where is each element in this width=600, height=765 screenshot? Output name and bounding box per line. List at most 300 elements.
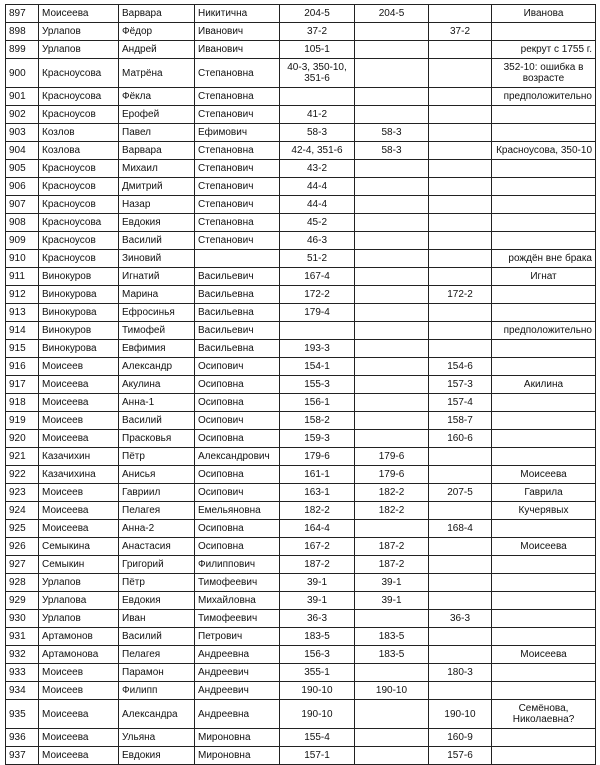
- surname-cell: Урлапов: [39, 610, 119, 628]
- patronymic-cell: Ефимович: [195, 124, 280, 142]
- row-number: 937: [6, 747, 39, 765]
- surname-cell: Артамонов: [39, 628, 119, 646]
- source-ref-2-cell: 187-2: [355, 556, 429, 574]
- note-cell: Кучерявых: [492, 502, 596, 520]
- note-cell: [492, 178, 596, 196]
- source-ref-3-cell: [429, 5, 492, 23]
- surname-cell: Моисеев: [39, 682, 119, 700]
- row-number: 930: [6, 610, 39, 628]
- source-ref-1-cell: 45-2: [280, 214, 355, 232]
- first-name-cell: Дмитрий: [119, 178, 195, 196]
- source-ref-1-cell: 164-4: [280, 520, 355, 538]
- note-cell: [492, 124, 596, 142]
- first-name-cell: Пелагея: [119, 502, 195, 520]
- first-name-cell: Андрей: [119, 41, 195, 59]
- first-name-cell: Василий: [119, 412, 195, 430]
- source-ref-2-cell: [355, 268, 429, 286]
- row-number: 927: [6, 556, 39, 574]
- patronymic-cell: Степановна: [195, 59, 280, 88]
- source-ref-1-cell: 46-3: [280, 232, 355, 250]
- first-name-cell: Варвара: [119, 142, 195, 160]
- source-ref-2-cell: 190-10: [355, 682, 429, 700]
- source-ref-3-cell: 157-3: [429, 376, 492, 394]
- source-ref-1-cell: 41-2: [280, 106, 355, 124]
- patronymic-cell: Васильевич: [195, 322, 280, 340]
- source-ref-3-cell: [429, 250, 492, 268]
- first-name-cell: Назар: [119, 196, 195, 214]
- row-number: 935: [6, 700, 39, 729]
- first-name-cell: Евдокия: [119, 747, 195, 765]
- row-number: 911: [6, 268, 39, 286]
- row-number: 922: [6, 466, 39, 484]
- source-ref-1-cell: 42-4, 351-6: [280, 142, 355, 160]
- first-name-cell: Евфимия: [119, 340, 195, 358]
- row-number: 905: [6, 160, 39, 178]
- note-cell: [492, 286, 596, 304]
- row-number: 910: [6, 250, 39, 268]
- table-row: [6, 376, 596, 394]
- row-number: 907: [6, 196, 39, 214]
- row-number: 915: [6, 340, 39, 358]
- source-ref-2-cell: [355, 376, 429, 394]
- surname-cell: Красноусова: [39, 88, 119, 106]
- patronymic-cell: Осиповна: [195, 520, 280, 538]
- surname-cell: Казачихин: [39, 448, 119, 466]
- source-ref-2-cell: 58-3: [355, 124, 429, 142]
- source-ref-2-cell: [355, 196, 429, 214]
- surname-cell: Моисеева: [39, 520, 119, 538]
- note-cell: рождён вне брака: [492, 250, 596, 268]
- surname-cell: Красноусова: [39, 214, 119, 232]
- note-cell: [492, 448, 596, 466]
- source-ref-3-cell: [429, 160, 492, 178]
- source-ref-1-cell: 155-4: [280, 729, 355, 747]
- table-row: [6, 484, 596, 502]
- source-ref-3-cell: [429, 124, 492, 142]
- table-row: [6, 59, 596, 88]
- source-ref-1-cell: 105-1: [280, 41, 355, 59]
- surname-cell: Моисеева: [39, 430, 119, 448]
- surname-cell: Урлапова: [39, 592, 119, 610]
- note-cell: [492, 340, 596, 358]
- surname-cell: Красноусова: [39, 59, 119, 88]
- source-ref-1-cell: 156-1: [280, 394, 355, 412]
- source-ref-1-cell: [280, 322, 355, 340]
- surname-cell: Винокуров: [39, 322, 119, 340]
- table-row: [6, 322, 596, 340]
- first-name-cell: Анна-2: [119, 520, 195, 538]
- source-ref-2-cell: 39-1: [355, 592, 429, 610]
- note-cell: [492, 196, 596, 214]
- note-cell: [492, 214, 596, 232]
- source-ref-2-cell: 187-2: [355, 538, 429, 556]
- row-number: 926: [6, 538, 39, 556]
- surname-cell: Моисеев: [39, 412, 119, 430]
- source-ref-3-cell: 37-2: [429, 23, 492, 41]
- source-ref-2-cell: 179-6: [355, 448, 429, 466]
- source-ref-3-cell: [429, 232, 492, 250]
- source-ref-3-cell: 168-4: [429, 520, 492, 538]
- note-cell: [492, 556, 596, 574]
- source-ref-3-cell: [429, 142, 492, 160]
- patronymic-cell: Мироновна: [195, 747, 280, 765]
- source-ref-2-cell: [355, 250, 429, 268]
- patronymic-cell: Васильевна: [195, 286, 280, 304]
- patronymic-cell: Иванович: [195, 41, 280, 59]
- row-number: 918: [6, 394, 39, 412]
- surname-cell: Моисеева: [39, 747, 119, 765]
- patronymic-cell: Васильевна: [195, 304, 280, 322]
- patronymic-cell: Андреевна: [195, 646, 280, 664]
- table-row: [6, 574, 596, 592]
- source-ref-2-cell: 183-5: [355, 646, 429, 664]
- source-ref-1-cell: 179-6: [280, 448, 355, 466]
- note-cell: Моисеева: [492, 646, 596, 664]
- source-ref-1-cell: 167-4: [280, 268, 355, 286]
- patronymic-cell: Осиповна: [195, 394, 280, 412]
- first-name-cell: Евдокия: [119, 214, 195, 232]
- surname-cell: Козлов: [39, 124, 119, 142]
- source-ref-2-cell: 58-3: [355, 142, 429, 160]
- first-name-cell: Акулина: [119, 376, 195, 394]
- source-ref-1-cell: 179-4: [280, 304, 355, 322]
- source-ref-1-cell: 157-1: [280, 747, 355, 765]
- table-row: [6, 88, 596, 106]
- source-ref-3-cell: 160-9: [429, 729, 492, 747]
- row-number: 903: [6, 124, 39, 142]
- note-cell: [492, 160, 596, 178]
- row-number: 909: [6, 232, 39, 250]
- table-row: [6, 430, 596, 448]
- table-row: [6, 664, 596, 682]
- row-number: 931: [6, 628, 39, 646]
- first-name-cell: Зиновий: [119, 250, 195, 268]
- first-name-cell: Фёдор: [119, 23, 195, 41]
- note-cell: [492, 394, 596, 412]
- source-ref-2-cell: [355, 430, 429, 448]
- first-name-cell: Ефросинья: [119, 304, 195, 322]
- row-number: 920: [6, 430, 39, 448]
- row-number: 928: [6, 574, 39, 592]
- source-ref-2-cell: [355, 412, 429, 430]
- source-ref-3-cell: [429, 574, 492, 592]
- source-ref-3-cell: 190-10: [429, 700, 492, 729]
- source-ref-1-cell: 51-2: [280, 250, 355, 268]
- source-ref-1-cell: 167-2: [280, 538, 355, 556]
- first-name-cell: Марина: [119, 286, 195, 304]
- note-cell: Игнат: [492, 268, 596, 286]
- source-ref-2-cell: [355, 322, 429, 340]
- first-name-cell: Филипп: [119, 682, 195, 700]
- patronymic-cell: Емельяновна: [195, 502, 280, 520]
- source-ref-3-cell: 157-4: [429, 394, 492, 412]
- table-row: [6, 340, 596, 358]
- source-ref-3-cell: [429, 592, 492, 610]
- table-row: [6, 124, 596, 142]
- row-number: 906: [6, 178, 39, 196]
- table-row: [6, 286, 596, 304]
- surname-cell: Красноусов: [39, 178, 119, 196]
- patronymic-cell: Иванович: [195, 23, 280, 41]
- surname-cell: Моисеева: [39, 5, 119, 23]
- patronymic-cell: Андреевич: [195, 664, 280, 682]
- source-ref-1-cell: 193-3: [280, 340, 355, 358]
- source-ref-1-cell: [280, 88, 355, 106]
- row-number: 919: [6, 412, 39, 430]
- patronymic-cell: Осипович: [195, 484, 280, 502]
- patronymic-cell: Степановна: [195, 214, 280, 232]
- source-ref-3-cell: [429, 178, 492, 196]
- source-ref-1-cell: 172-2: [280, 286, 355, 304]
- source-ref-2-cell: [355, 41, 429, 59]
- source-ref-1-cell: 158-2: [280, 412, 355, 430]
- row-number: 921: [6, 448, 39, 466]
- source-ref-1-cell: 154-1: [280, 358, 355, 376]
- source-ref-1-cell: 39-1: [280, 574, 355, 592]
- source-ref-1-cell: 39-1: [280, 592, 355, 610]
- table-row: [6, 5, 596, 23]
- source-ref-2-cell: [355, 232, 429, 250]
- surname-cell: Моисеев: [39, 358, 119, 376]
- row-number: 902: [6, 106, 39, 124]
- source-ref-2-cell: [355, 520, 429, 538]
- first-name-cell: Александра: [119, 700, 195, 729]
- table-body: [6, 5, 596, 765]
- patronymic-cell: Васильевна: [195, 340, 280, 358]
- source-ref-2-cell: 179-6: [355, 466, 429, 484]
- surname-cell: Моисеева: [39, 729, 119, 747]
- first-name-cell: Григорий: [119, 556, 195, 574]
- note-cell: Красноусова, 350-10: [492, 142, 596, 160]
- note-cell: Гаврила: [492, 484, 596, 502]
- surname-cell: Красноусов: [39, 160, 119, 178]
- patronymic-cell: Михайловна: [195, 592, 280, 610]
- source-ref-3-cell: [429, 268, 492, 286]
- first-name-cell: Пётр: [119, 574, 195, 592]
- row-number: 912: [6, 286, 39, 304]
- table-row: [6, 592, 596, 610]
- table-row: [6, 214, 596, 232]
- first-name-cell: Василий: [119, 232, 195, 250]
- first-name-cell: Анастасия: [119, 538, 195, 556]
- note-cell: [492, 304, 596, 322]
- source-ref-3-cell: [429, 340, 492, 358]
- note-cell: [492, 682, 596, 700]
- source-ref-3-cell: 36-3: [429, 610, 492, 628]
- surname-cell: Винокурова: [39, 340, 119, 358]
- first-name-cell: Михаил: [119, 160, 195, 178]
- patronymic-cell: Осипович: [195, 358, 280, 376]
- first-name-cell: Иван: [119, 610, 195, 628]
- row-number: 933: [6, 664, 39, 682]
- patronymic-cell: [195, 250, 280, 268]
- row-number: 901: [6, 88, 39, 106]
- source-ref-1-cell: 183-5: [280, 628, 355, 646]
- table-row: [6, 23, 596, 41]
- source-ref-1-cell: 161-1: [280, 466, 355, 484]
- patronymic-cell: Васильевич: [195, 268, 280, 286]
- note-cell: 352-10: ошибка в возрасте: [492, 59, 596, 88]
- surname-cell: Урлапов: [39, 574, 119, 592]
- patronymic-cell: Степанович: [195, 232, 280, 250]
- patronymic-cell: Осиповна: [195, 466, 280, 484]
- surname-cell: Урлапов: [39, 23, 119, 41]
- first-name-cell: Прасковья: [119, 430, 195, 448]
- source-ref-2-cell: [355, 394, 429, 412]
- table-row: [6, 232, 596, 250]
- source-ref-2-cell: [355, 160, 429, 178]
- note-cell: рекрут с 1755 г.: [492, 41, 596, 59]
- patronymic-cell: Осиповна: [195, 430, 280, 448]
- row-number: 932: [6, 646, 39, 664]
- row-number: 900: [6, 59, 39, 88]
- source-ref-3-cell: 160-6: [429, 430, 492, 448]
- first-name-cell: Ерофей: [119, 106, 195, 124]
- table-row: [6, 41, 596, 59]
- patronymic-cell: Петрович: [195, 628, 280, 646]
- source-ref-2-cell: [355, 59, 429, 88]
- table-row: [6, 538, 596, 556]
- patronymic-cell: Андреевич: [195, 682, 280, 700]
- source-ref-1-cell: 163-1: [280, 484, 355, 502]
- row-number: 923: [6, 484, 39, 502]
- source-ref-3-cell: [429, 628, 492, 646]
- source-ref-1-cell: 58-3: [280, 124, 355, 142]
- note-cell: [492, 106, 596, 124]
- table-row: [6, 394, 596, 412]
- row-number: 908: [6, 214, 39, 232]
- row-number: 916: [6, 358, 39, 376]
- note-cell: [492, 610, 596, 628]
- row-number: 898: [6, 23, 39, 41]
- note-cell: [492, 574, 596, 592]
- patronymic-cell: Александрович: [195, 448, 280, 466]
- source-ref-2-cell: [355, 729, 429, 747]
- note-cell: [492, 729, 596, 747]
- first-name-cell: Павел: [119, 124, 195, 142]
- table-row: [6, 304, 596, 322]
- patronymic-cell: Степановна: [195, 142, 280, 160]
- patronymic-cell: Осиповна: [195, 538, 280, 556]
- first-name-cell: Александр: [119, 358, 195, 376]
- first-name-cell: Парамон: [119, 664, 195, 682]
- source-ref-3-cell: [429, 322, 492, 340]
- source-ref-2-cell: [355, 106, 429, 124]
- surname-cell: Семыкин: [39, 556, 119, 574]
- table-row: [6, 142, 596, 160]
- patronymic-cell: Андреевна: [195, 700, 280, 729]
- surname-cell: Красноусов: [39, 232, 119, 250]
- source-ref-3-cell: [429, 214, 492, 232]
- source-ref-3-cell: [429, 196, 492, 214]
- table-row: [6, 646, 596, 664]
- note-cell: [492, 520, 596, 538]
- note-cell: [492, 23, 596, 41]
- surname-cell: Семыкина: [39, 538, 119, 556]
- patronymic-cell: Тимофеевич: [195, 610, 280, 628]
- surname-cell: Моисеева: [39, 376, 119, 394]
- source-ref-2-cell: [355, 304, 429, 322]
- source-ref-2-cell: [355, 23, 429, 41]
- source-ref-1-cell: 190-10: [280, 682, 355, 700]
- surname-cell: Моисеева: [39, 700, 119, 729]
- source-ref-3-cell: [429, 466, 492, 484]
- source-ref-3-cell: 180-3: [429, 664, 492, 682]
- note-cell: Семёнова, Николаевна?: [492, 700, 596, 729]
- source-ref-2-cell: [355, 610, 429, 628]
- source-ref-3-cell: [429, 556, 492, 574]
- source-ref-3-cell: [429, 502, 492, 520]
- source-ref-3-cell: 172-2: [429, 286, 492, 304]
- source-ref-2-cell: [355, 214, 429, 232]
- source-ref-2-cell: [355, 340, 429, 358]
- source-ref-1-cell: 44-4: [280, 196, 355, 214]
- row-number: 929: [6, 592, 39, 610]
- table-row: [6, 160, 596, 178]
- note-cell: [492, 412, 596, 430]
- patronymic-cell: Степановна: [195, 88, 280, 106]
- patronymic-cell: Тимофеевич: [195, 574, 280, 592]
- source-ref-1-cell: 159-3: [280, 430, 355, 448]
- first-name-cell: Евдокия: [119, 592, 195, 610]
- patronymic-cell: Степанович: [195, 106, 280, 124]
- table-row: [6, 268, 596, 286]
- first-name-cell: Анисья: [119, 466, 195, 484]
- table-row: [6, 520, 596, 538]
- table-row: [6, 106, 596, 124]
- source-ref-2-cell: [355, 88, 429, 106]
- table-row: [6, 682, 596, 700]
- surname-cell: Винокурова: [39, 286, 119, 304]
- first-name-cell: Василий: [119, 628, 195, 646]
- note-cell: Акилина: [492, 376, 596, 394]
- source-ref-1-cell: 204-5: [280, 5, 355, 23]
- note-cell: [492, 592, 596, 610]
- source-ref-3-cell: [429, 41, 492, 59]
- row-number: 924: [6, 502, 39, 520]
- source-ref-2-cell: [355, 664, 429, 682]
- source-ref-3-cell: [429, 59, 492, 88]
- source-ref-1-cell: 155-3: [280, 376, 355, 394]
- source-ref-1-cell: 190-10: [280, 700, 355, 729]
- first-name-cell: Матрёна: [119, 59, 195, 88]
- source-ref-1-cell: 40-3, 350-10, 351-6: [280, 59, 355, 88]
- source-ref-3-cell: [429, 88, 492, 106]
- source-ref-2-cell: [355, 700, 429, 729]
- source-ref-2-cell: [355, 178, 429, 196]
- patronymic-cell: Осиповна: [195, 376, 280, 394]
- source-ref-3-cell: 158-7: [429, 412, 492, 430]
- table-row: [6, 700, 596, 729]
- first-name-cell: Анна-1: [119, 394, 195, 412]
- note-cell: предположительно: [492, 88, 596, 106]
- table-row: [6, 448, 596, 466]
- source-ref-2-cell: 182-2: [355, 484, 429, 502]
- source-ref-3-cell: [429, 682, 492, 700]
- source-ref-3-cell: [429, 538, 492, 556]
- table-row: [6, 250, 596, 268]
- surname-cell: Красноусов: [39, 196, 119, 214]
- surname-cell: Моисеев: [39, 664, 119, 682]
- source-ref-1-cell: 182-2: [280, 502, 355, 520]
- first-name-cell: Варвара: [119, 5, 195, 23]
- source-ref-2-cell: 183-5: [355, 628, 429, 646]
- source-ref-3-cell: [429, 646, 492, 664]
- surname-cell: Урлапов: [39, 41, 119, 59]
- patronymic-cell: Степанович: [195, 160, 280, 178]
- surname-cell: Винокурова: [39, 304, 119, 322]
- source-ref-1-cell: 43-2: [280, 160, 355, 178]
